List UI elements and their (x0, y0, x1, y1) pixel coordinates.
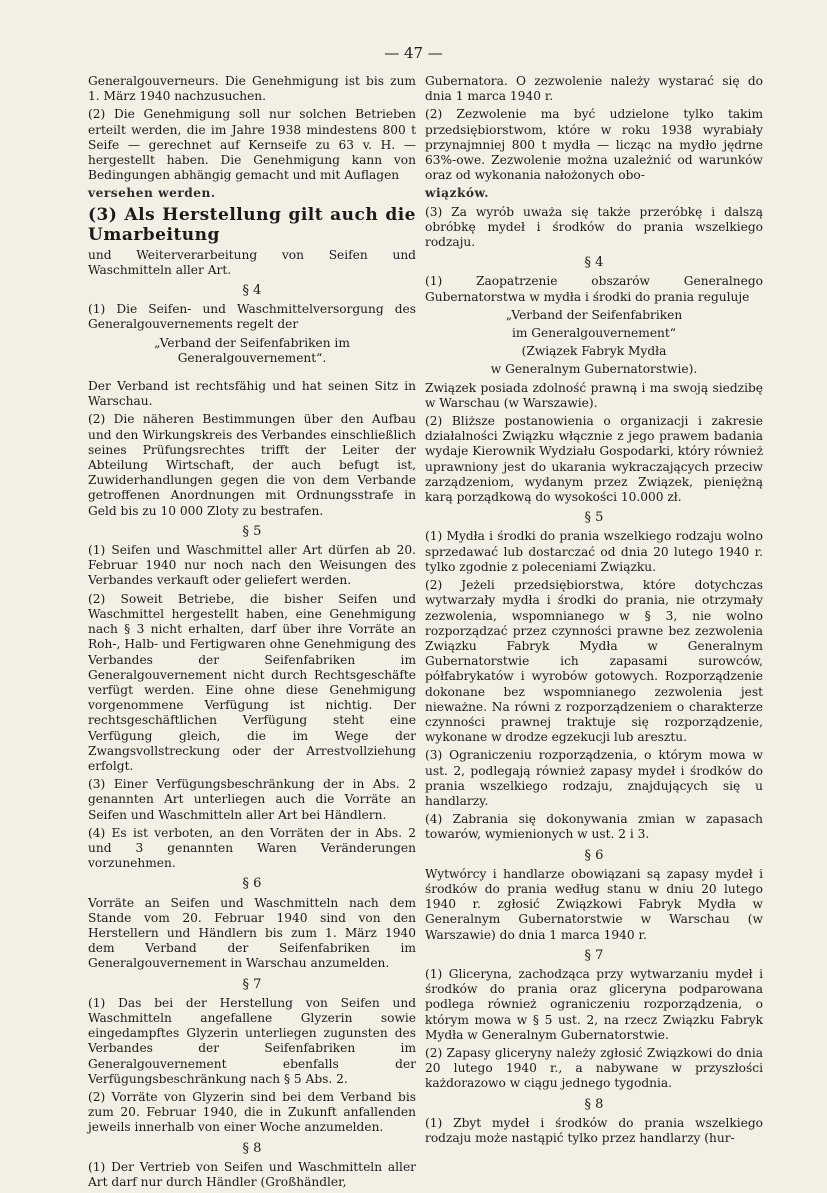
german-column (88, 74, 416, 1193)
section-heading: § 4 (242, 283, 262, 299)
paragraph: (2) Zapasy gliceryny należy zgłosić Związkowi do dnia 20 lutego 1940 r., a nabywane w przyszłości każdorazowo w ciągu jednego tygodnia. (425, 1045, 763, 1091)
paragraph: und Weiterverarbeitung von Seifen und Waschmitteln aller Art. (88, 247, 416, 277)
section-heading: § 5 (242, 523, 262, 539)
section-heading: § 8 (242, 1140, 262, 1156)
paragraph: (2) Vorräte von Glyzerin sind bei dem Verband bis zum 20. Februar 1940, die in Zukunft anfallenden jeweils innerhalb von einer Woche anzumelden. (88, 1089, 416, 1135)
section-heading: § 8 (584, 1096, 604, 1112)
association-name-line: (Związek Fabryk Mydła (521, 344, 667, 359)
section-heading: § 6 (242, 876, 262, 892)
paragraph: Vorräte an Seifen und Waschmitteln nach dem Stande vom 20. Februar 1940 sind von den Herstellern und Händlern bis zum 1. März 1940 dem Verband der Seifenfabriken im Generalgouvernement in Warschau anzumelden. (88, 895, 416, 971)
paragraph: Generalgouverneurs. Die Genehmigung ist bis zum 1. März 1940 nachzusuchen. (88, 74, 416, 104)
association-name: „Verband der Seifenfabriken im Generalgouvernement“. (154, 335, 350, 365)
page-number: — 47 — (384, 44, 443, 62)
paragraph: (1) Gliceryna, zachodząca przy wytwarzaniu mydeł i środków do prania oraz gliceryna podparowana podlega również ograniczeniu rozporządzenia, o którym mowa w § 5 ust. 2, na rzecz Związku Fabryk Mydła w Generalnym Gubernatorstwie. (425, 966, 763, 1042)
paragraph-large-print: (3) Als Herstellung gilt auch die Umarbeitung (88, 204, 416, 245)
paragraph-smudged: versehen werden. (88, 186, 216, 201)
paragraph: (4) Zabrania się dokonywania zmian w zapasach towarów, wymienionych w ust. 2 i 3. (425, 812, 763, 842)
section-heading: § 6 (584, 847, 604, 863)
paragraph: Gubernatora. O zezwolenie należy wystarać się do dnia 1 marca 1940 r. (425, 74, 763, 104)
section-heading: § 4 (584, 255, 604, 271)
paragraph: (3) Einer Verfügungsbeschränkung der in Abs. 2 genannten Art unterliegen auch die Vorräte an Seifen und Waschmitteln aller Art bei Händlern. (88, 777, 416, 822)
polish-column (425, 74, 763, 1149)
paragraph: (1) Die Seifen- und Waschmittelversorgung des Generalgouvernements regelt der (88, 302, 416, 332)
paragraph: (1) Der Vertrieb von Seifen und Waschmitteln aller Art darf nur durch Händler (Großhändler, (88, 1159, 416, 1189)
association-name-line: „Verband der Seifenfabriken (505, 307, 683, 322)
section-heading: § 7 (584, 947, 604, 963)
paragraph: (2) Die näheren Bestimmungen über den Aufbau und den Wirkungskreis des Verbandes einschließlich seines Prüfungsrechtes trifft der Leiter der Abteilung Wirtschaft, der auch befugt ist, Zuwiderhandlungen gegen die von dem Verbande getroffenen Anordnungen mit Ordnungsstrafe in Geld bis zu 10 000 Zloty zu bestrafen. (88, 412, 416, 518)
paragraph: (1) Seifen und Waschmittel aller Art dürfen ab 20. Februar 1940 nur noch nach den Weisungen des Verbandes verkauft oder geliefert werden. (88, 543, 416, 588)
paragraph: (2) Soweit Betriebe, die bisher Seifen und Waschmittel hergestellt haben, eine Genehmigung nach § 3 nicht erhalten, darf über ihre Vorräte an Roh-, Halb- und Fertigwaren ohne Genehmigung des Verbandes der Seifenfabriken im Generalgouvernement nicht durch Rechtsgeschäfte verfügt werden. Eine ohne diese Genehmigung vorgenommene Verfügung ist nichtig. Der rechtsgeschäftlichen Verfügung steht eine Verfügung gleich, die im Wege der Zwangsvollstreckung oder der Arrestvollziehung erfolgt. (88, 591, 416, 773)
paragraph: (1) Zaopatrzenie obszarów Generalnego Gubernatorstwa w mydła i środki do prania reguluje (425, 274, 763, 304)
association-name-line: im Generalgouvernement“ (511, 326, 677, 341)
paragraph: (1) Das bei der Herstellung von Seifen und Waschmitteln angefallene Glyzerin sowie eingedampftes Glyzerin unterliegen zugunsten des Verbandes der Seifenfabriken im Generalgouvernement ebenfalls der Verfügungsbeschränkung nach § 5 Abs. 2. (88, 995, 416, 1086)
paragraph: (4) Es ist verboten, an den Vorräten der in Abs. 2 und 3 genannten Waren Veränderungen vorzunehmen. (88, 825, 416, 871)
paragraph: (2) Bliższe postanowienia o organizacji i zakresie działalności Związku włącznie z jego prawem badania wydaje Kierownik Wydziału Gospodarki, który również uprawniony jest do ukarania wykraczających przeciw zarządzeniom, wydanym przez Związek, pieniężną karą porządkową do wysokości 10.000 zł. (425, 414, 763, 505)
paragraph: (3) Za wyrób uważa się także przeróbkę i dalszą obróbkę mydeł i środków do prania wszelkiego rodzaju. (425, 204, 763, 250)
paragraph: (2) Die Genehmigung soll nur solchen Betrieben erteilt werden, die im Jahre 1938 mindestens 800 t Seife — gerechnet auf Kernseife zu 63 v. H. — hergestellt haben. Die Genehmigung kann von Bedingungen abhängig gemacht und mit Auflagen (88, 107, 416, 183)
paragraph: (2) Jeżeli przedsiębiorstwa, które dotychczas wytwarzały mydła i środki do prania, nie otrzymały zezwolenia, wspomnianego w § 3, nie wolno rozporządzać przez czynności prawne bez zezwolenia Związku Fabryk Mydła w Generalnym Gubernatorstwie ich zapasami surowców, półfabrykatów i wyrobów gotowych. Rozporządzenie dokonane bez wspomnianego zezwolenia jest nieważne. Na równi z rozporządzeniem o charakterze czynności prawnej traktuje się rozporządzenie, wykonane w drodze egzekucji lub aresztu. (425, 578, 763, 745)
paragraph: Der Verband ist rechtsfähig und hat seinen Sitz in Warschau. (88, 379, 416, 409)
section-heading: § 5 (584, 510, 604, 526)
paragraph: Związek posiada zdolność prawną i ma swoją siedzibę w Warschau (w Warszawie). (425, 380, 763, 410)
paragraph: (1) Zbyt mydeł i środków do prania wszelkiego rodzaju może nastąpić tylko przez handlarzy (hur- (425, 1115, 763, 1145)
paragraph: Wytwórcy i handlarze obowiązani są zapasy mydeł i środków do prania według stanu w dniu 20 lutego 1940 r. zgłosić Związkowi Fabryk Mydła w Generalnym Gubernatorstwie w Warschau (w Warszawie) do dnia 1 marca 1940 r. (425, 866, 763, 942)
paragraph: (3) Ograniczeniu rozporządzenia, o którym mowa w ust. 2, podlegają również zapasy mydeł i środków do prania wszelkiego rodzaju, znajdujących się u handlarzy. (425, 748, 763, 808)
paragraph-smudged: wiązków. (425, 186, 490, 201)
paragraph: (2) Zezwolenie ma być udzielone tylko takim przedsiębiorstwom, które w roku 1938 wyrabiały przynajmniej 800 t mydła — licząc na mydło jędrne 63%-owe. Zezwolenie można uzależnić od warunków oraz od wykonania nałożonych obo- (425, 107, 763, 183)
association-name-line: w Generalnym Gubernatorstwie). (490, 362, 698, 377)
section-heading: § 7 (242, 976, 262, 992)
paragraph: (1) Mydła i środki do prania wszelkiego rodzaju wolno sprzedawać lub dostarczać od dnia 20 lutego 1940 r. tylko zgodnie z poleceniami Związku. (425, 529, 763, 574)
